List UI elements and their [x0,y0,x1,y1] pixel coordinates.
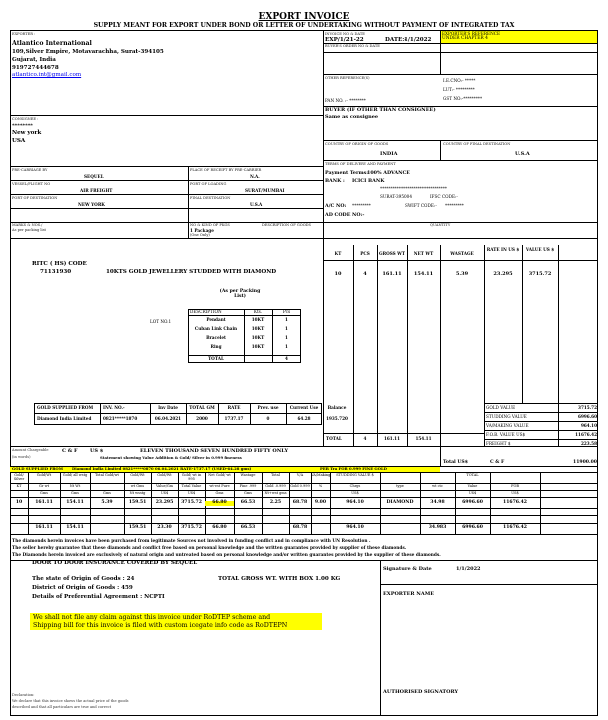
va-cell: DIAMOND [386,500,414,505]
va-cell: Gms [103,491,111,495]
gross-weight-box: TOTAL GROSS WT. WITH BOX 1.00 KG [218,576,341,582]
hs-code-label: RITC ( HS) CODE [32,261,87,267]
signature-date: 1/1/2022 [456,566,481,572]
supply-h5: RATE [227,405,241,410]
supply-h8: Balance [327,405,347,410]
total-usd-label: Total US$ [443,460,468,465]
bank-address-masked: ******************************** [380,186,447,191]
pkgs-sub: (One Only) [190,233,210,237]
rodtep-notice-line-1: We shall not file any claim against this invoice under RoDTEP scheme and [33,614,271,621]
col-value: VALUE US $ [525,247,555,252]
making-value-label: VA/MAKING VALUE [486,423,529,428]
swift-value: ********* [445,203,464,208]
va-cell: Total Value [181,484,202,488]
description-label: DESCRIPTION OF GOODS [262,223,311,227]
va-cell: wt-est Pure [209,484,230,488]
va-cell: Gold/ all wstg [62,473,88,477]
amount-words: ELEVEN THOUSAND SEVEN HUNDRED FIFTY ONLY [140,448,289,454]
consignee-city: New york [12,130,42,136]
gst-no: GST NO:-********* [443,96,483,101]
va-cell: Gms [71,491,79,495]
vessel-label: VESSEL/FLIGHT NO [12,182,51,186]
packing-item-desc: Pendant [206,317,226,322]
total-usd-value: 11900.00 [573,460,597,465]
exporters-reference-label: EXPORTER'S REFERENCE [441,31,597,41]
freight-label: FREIGHT $ [486,441,511,446]
gold-line-a: GOLD SUPPLIED FROM [12,466,63,471]
value-statement: Statement showing Value Addition & Gold/ Silver in 0.999 fineness [100,455,242,460]
ifsc-label: IFSC CODE:- [430,194,458,199]
marks-sub: As per packing list [12,228,46,232]
va-cell: 964.10 [346,500,364,505]
exporter-name-label: EXPORTER NAME [383,591,435,597]
va-cell: 68.78 [292,500,308,505]
bank-branch: SURAT-395004 [380,194,412,199]
va-cell: 34.983 [428,525,447,530]
packing-item-desc: Ring [210,344,222,349]
invoice-no-label: INVOICE NO & DATE [325,32,365,36]
pkgs-label: NO & KIND OF PKGS [190,223,230,227]
va-cell: Value/Gm [155,484,174,488]
va-cell: 11676.42 [503,525,527,530]
packing-item-kt: 10KT [251,317,265,322]
va-cell: Nt+wst gms [264,491,287,495]
va-cell: Chrgs [349,484,361,488]
va-cell: 66.53 [240,525,256,530]
va-cell: Total [271,473,280,477]
supply-h4: TOTAL GM [189,405,215,410]
va-cell: 10 [15,500,23,505]
exporter-name: Atlantico International [12,40,92,47]
packing-item-kt: 10KT [251,344,265,349]
studding-value-label: STUDDING VALUE [486,414,527,419]
other-reference-label: OTHER REFERENCE(S) [325,76,370,80]
packing-item-kt: 10KT [251,335,265,340]
invoice-no: EXP/1/21-22 [325,37,364,43]
va-cell: STUDDING VALUE $ [336,473,374,477]
consignee-country: USA [12,138,26,144]
packing-item-desc: Bracelet [206,335,226,340]
place-of-receipt: N.A. [250,174,260,179]
supply-v7: 64.28 [297,416,311,421]
total-usd-basis: C & F [490,460,505,465]
row-pcs: 4 [363,271,367,277]
authorised-signatory: AUTHORISED SIGNATORY [383,689,459,695]
va-cell: % [318,484,323,488]
col-net: NET WT [413,251,434,256]
va-cell: Gold 0.999 [290,484,310,488]
va-cell: 154.11 [66,500,84,505]
terms-label: TERMS OF DELIVERY AND PAYMENT [325,162,396,166]
final-destination: U.S.A [250,202,263,207]
supply-h3: Inv Date [158,405,178,410]
packing-header-description: DESCRIPTION [190,309,222,314]
va-cell: type [396,484,404,488]
destination-country: U.S.A [515,151,530,157]
gold-value: 3715.72 [578,405,597,410]
va-cell: 5.39 [101,500,113,505]
col-pcs: PCS [360,251,370,256]
va-cell: 68.78 [292,525,308,530]
va-cell: 159.51 [128,525,147,530]
supply-v2: 0821*****1870 [103,416,138,421]
va-cell: 2.25 [269,500,282,505]
bank-label: BANK : [325,178,345,184]
quantity-label: QUANTITY [430,223,451,227]
gold-value-label: GOLD VALUE [486,405,516,410]
va-cell: wt Gms [130,484,145,488]
acno-label: A/C NO: [325,203,347,209]
va-cell: 161.11 [35,500,53,505]
final-destination-label: FINAL DESTINATION [190,196,231,200]
packing-header-kts: Kts. [253,309,263,314]
exporter-label: EXPORTER : [12,32,36,36]
exporters-reference: UNDER CHAPTER 4 [441,36,597,43]
va-cell: Gold .0.999 [265,484,286,488]
packing-item-desc: Cuban Link Chain [194,326,238,331]
port-of-loading-label: PORT OF LOADING [190,182,227,186]
page-subtitle: SUPPLY MEANT FOR EXPORT UNDER BOND OR LETTER OF UNDERTAKING WITHOUT PAYMENT OF INTEGRATED TAX [93,22,515,29]
va-cell: US$ [511,491,519,495]
col-gross: GROSS WT [379,251,405,256]
supply-h2: INV. NO.- [103,405,125,410]
lot-no: LOT NO.1 [150,319,172,324]
col-rate: RATE IN US $ [486,247,520,252]
origin-value: INDIA [380,151,398,157]
packing-item-pcs: 1 [285,335,288,340]
va-cell: US$ [468,491,477,495]
va-cell: 11676.42 [503,500,527,505]
amount-currency: US $ [90,448,104,454]
packing-title: (As per Packing List) [219,289,261,300]
total-row-net: 154.11 [415,436,432,441]
declaration-label: Declaration: [12,693,35,697]
declaration-line-3: The Diamonds herein invoiced are exclusively of natural origin and untreated based on personal knowledge and/or written guarantes provided by the supplier of these diamonds. [12,553,441,558]
va-cell: 6996.60 [462,500,483,505]
col-wastage: WASTAGE [450,251,474,256]
buyer-value: Same as consignee [325,114,379,120]
fob-value: 11676.42 [575,432,597,437]
va-cell: KT [16,484,22,488]
rodtep-notice-line-2: Shipping bill for this invoice is filed with custom icegate info code as RoDTEPN [33,622,288,629]
page-title: EXPORT INVOICE [258,12,350,22]
packing-item-pcs: 1 [285,317,288,322]
va-cell: Nt wsstg [129,491,146,495]
amount-sub: (in words) [12,455,31,459]
va-cell: VA/Making [311,473,331,477]
packing-item-kt: 10KT [251,326,265,331]
va-cell: Gms [215,491,224,495]
va-cell: V/A [296,473,304,477]
place-of-receipt-label: PLACE OF RECEIPT BY PRE-CARRIER [190,168,262,172]
buyers-order-label: BUYER'S ORDER NO & DATE [325,44,380,48]
marks-label: MARKS & NOS./ [12,223,43,227]
row-wastage: 5.39 [455,271,469,277]
pre-carriage: SEQUEL [84,174,104,179]
va-cell: Net Gold/ wt [208,473,231,477]
hs-code: 71131930 [40,269,72,275]
va-cell: 964.10 [346,525,364,530]
row-net: 154.11 [413,271,434,277]
supply-v1: Diamond India Limited [37,416,92,421]
va-cell: Gold/Wt [157,473,172,477]
packing-item-pcs: 1 [285,344,288,349]
signature-date-label: Signature & Date [383,566,432,572]
va-cell: Gms [40,491,48,495]
va-cell: 161.11 [35,525,53,530]
consignee-label: CONSIGNEE : [12,117,39,121]
pkgs: 1 Package [190,228,214,233]
declaration-line-2: The seller hereby guarantee that these diamonds and conflict free based on personal knowledge and the written guarantes provided by supplier of these diamonds. [12,546,407,551]
va-cell: 9.00 [314,500,327,505]
va-cell: 66.80 [205,501,234,506]
va-cell: 23.30 [157,525,172,530]
lut-no: LUT:- ********* [443,87,475,92]
ad-code-label: AD CODE NO:- [325,212,365,218]
va-cell: Fine .999 [239,484,257,488]
va-cell: 66.80 [212,525,227,530]
packing-total-label: TOTAL [208,356,224,361]
insurance-note: DOOR TO DOOR INSURANCE COVERED BY SEQUEL [32,560,198,566]
supply-v5: 1737.17 [224,416,244,421]
va-cell: TOTAL [466,473,479,477]
va-cell: Gold/Wt [36,473,52,477]
va-cell: Gr wt [39,484,49,488]
buyer-label: BUYER (IF OTHER THAN CONSIGNEE) [325,107,436,113]
col-kt: KT [334,251,342,256]
declaration-text-1: We declare that this invoice shows the actual price of the goods [12,699,129,703]
invoice-date-label: DATE:- [385,37,407,43]
packing-total: 4 [285,356,288,361]
exporter-phone: 919727444678 [12,65,59,71]
row-kt: 10 [334,271,342,277]
total-row-label: TOTAL [326,436,342,441]
making-value: 964.10 [580,423,597,428]
packing-header-pcs: Pcs [282,309,291,314]
iec-no: I.E.CNO:- ***** [443,78,476,83]
pre-carriage-label: PRE-CARRIAGE BY [12,168,48,172]
va-cell: 159.51 [128,500,147,505]
row-rate: 23.295 [493,271,513,277]
total-row-pcs: 4 [363,436,367,441]
packing-item-pcs: 1 [285,326,288,331]
va-cell: US$ [160,491,169,495]
va-cell: 66.53 [240,500,256,505]
supply-h6: Prev. use [257,405,279,410]
va-cell: 23.295 [155,500,174,505]
gold-line-c: PER Tra FOR 0.999 FINE GOLD [320,466,387,471]
preferential-agreement: Details of Preferential Agreement : NCPTI [32,594,165,600]
va-cell: 3715.72 [181,525,202,530]
gold-line-b: Diamond India Limited 0821*****0870 06.04.2021 RATE-1737.17 (USED-64.28 gms) [72,466,252,471]
origin-label: COUNTRY OF ORIGIN OF GOODS [325,142,389,146]
destination-country-label: COUNTRY OF FINAL DESTINATION [443,142,511,146]
row-gross: 161.11 [382,271,402,277]
declaration-line-1: The diamonds herein invoices have been purchased from legitimate Sources not involved in funding conflict and in compliance with UN Resolution . [12,539,371,544]
bank-name: ICICI BANK [352,178,385,184]
supply-h1: GOLD SUPPLIED FROM [37,405,94,410]
va-cell: Gms [244,491,252,495]
va-cell: wt ctc [432,484,443,488]
va-cell: 3715.72 [181,500,202,505]
goods-description: 10KTS GOLD JEWELLERY STUDDED WITH DIAMOND [106,269,277,275]
payment-terms: 100% ADVANCE [367,170,410,176]
consignee-name: ******** [12,123,33,129]
va-cell: Value [467,484,478,488]
va-cell: Gold/ wt in 995 [181,473,202,481]
freight-value: 223.58 [580,441,597,446]
exporter-email-link[interactable]: atlantico.int@gmail.com [12,72,82,78]
row-value: 3715.72 [528,271,552,277]
supply-v8: 1935.720 [326,416,348,421]
supply-v3: 06.04.2021 [154,416,182,421]
port-of-destination-label: PORT OF DESTINATION [12,196,58,200]
swift-label: SWIFT CODE:- [405,203,437,208]
declaration-text-2: described and that all particulars are true and correct [12,705,112,709]
acno-value: ********* [352,203,371,208]
amount-label: Amount Chargeable [12,448,49,452]
va-cell: US$ [187,491,196,495]
va-cell: 34.98 [430,500,445,505]
payment-terms-label: Payment Terms: [325,170,369,176]
va-cell: Nt Wt [69,484,81,488]
va-cell: Gold/ Silver [13,473,25,481]
supply-v6: 0 [266,416,270,421]
supply-h7: Current Use [289,405,319,410]
port-of-loading: SURAT/MUMBAI [245,188,285,193]
pan-no: PAN NO. :- ******** [325,98,366,103]
va-cell: FOB [511,484,519,488]
amount-basis: C & F [62,448,78,454]
state-of-origin: The state of Origin of Goods : 24 [32,576,135,582]
invoice-date: 1/1/2022 [404,37,432,43]
total-row-gross: 161.11 [383,436,401,441]
port-of-destination: NEW YORK [78,202,105,207]
va-cell: Gold/Wt [130,473,145,477]
district-of-origin: District of Origin of Goods : 459 [32,585,133,591]
exporter-address1: 109,Silver Empire, Motavarachha, Surat-394105 [12,49,164,55]
va-cell: Wastage [240,473,256,477]
exporter-address2: Gujarat, India [12,57,56,63]
fob-value-label: F.O.B. VALUE US$ [486,432,526,437]
va-cell: Total Gold/wt [95,473,119,477]
vessel: AIR FREIGHT [80,188,113,193]
va-cell: US$ [351,491,359,495]
va-cell: 6996.60 [462,525,483,530]
studding-value: 6996.60 [578,414,597,419]
supply-v4: 2000 [196,416,208,421]
va-cell: 154.11 [66,525,84,530]
